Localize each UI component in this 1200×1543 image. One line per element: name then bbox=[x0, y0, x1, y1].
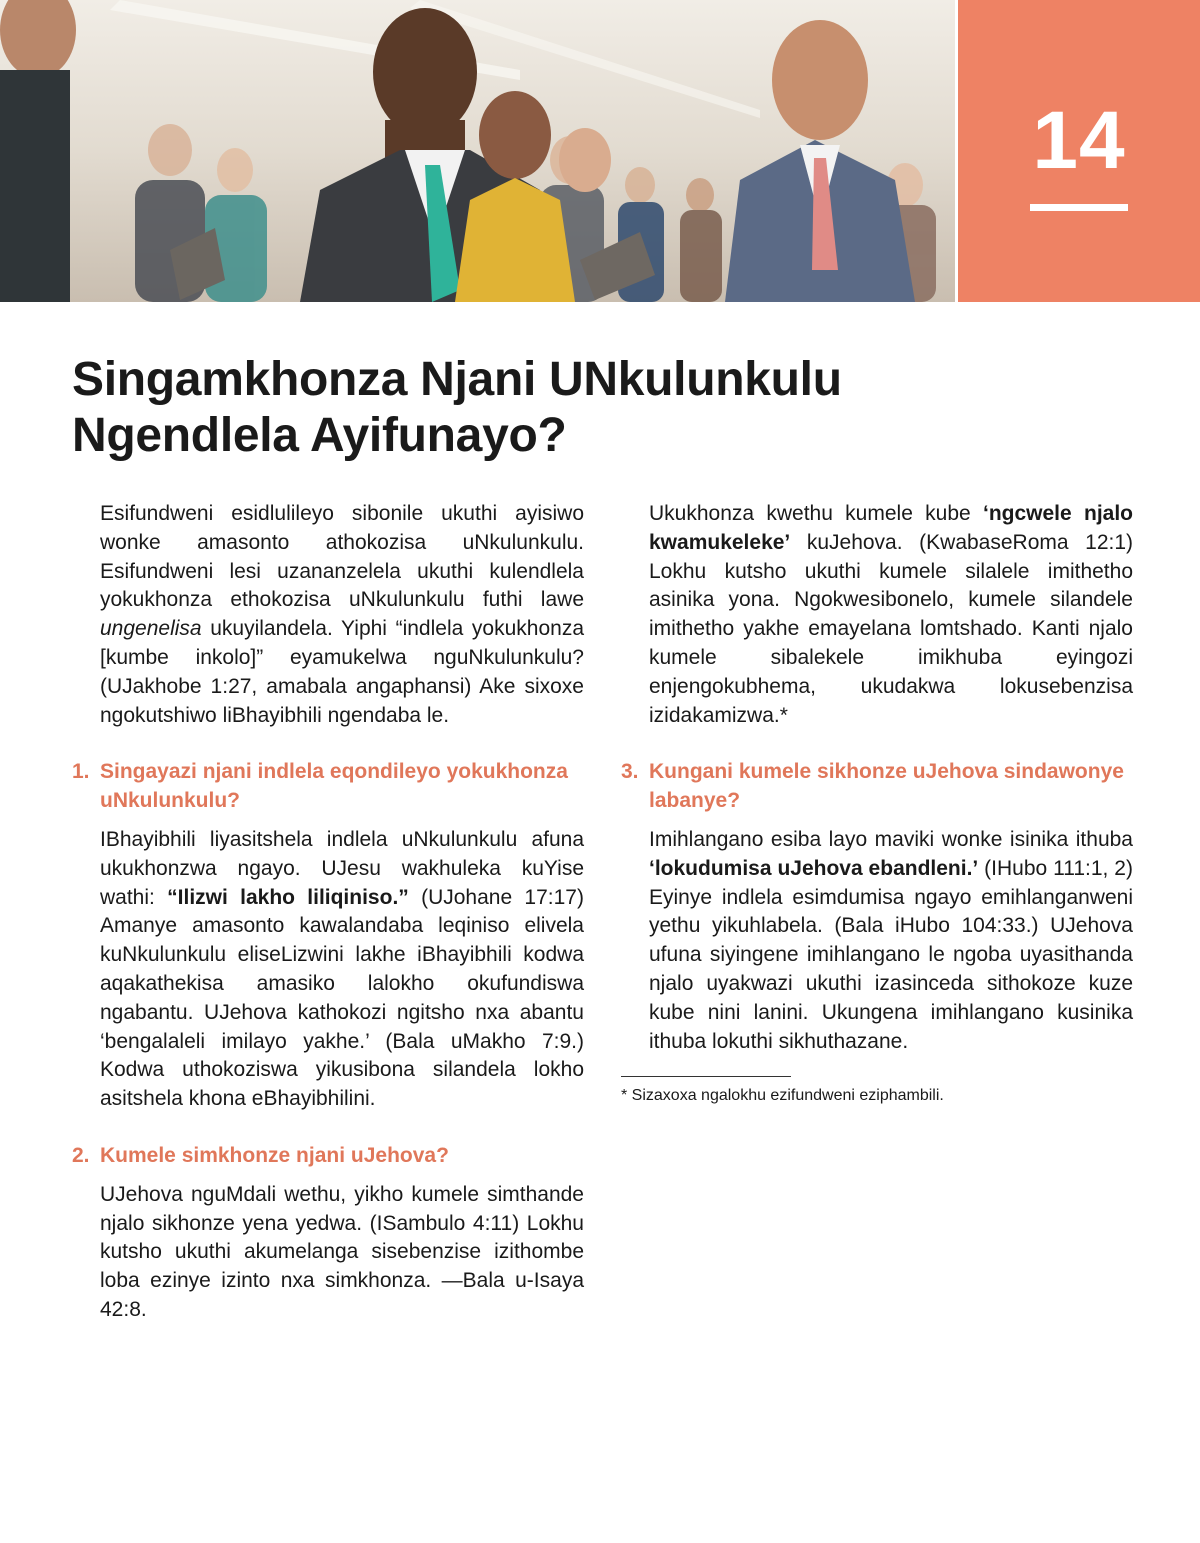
answer-1-paragraph bbox=[72, 826, 584, 1114]
badge-underline bbox=[1030, 204, 1128, 211]
answer-3-paragraph bbox=[621, 826, 1133, 1056]
answer-2-paragraph: UJehova nguMdali wethu, yikho kumele simthande njalo sikhonze yena yedwa. (ISambulo 4:11) Lokhu kutsho ukuthi akumelanga sisebenzise izithombe loba ezinye izinto nxa simkhonza. —Bala u-Isaya 42:8. bbox=[100, 1182, 584, 1321]
answer-2c-text-1: Ukukhonza kwethu kumele kube bbox=[649, 502, 983, 525]
intro-emphasis: ungenelisa bbox=[100, 617, 202, 641]
page-title bbox=[72, 352, 1122, 464]
question-3-number: 3. bbox=[621, 760, 639, 784]
lesson-number-badge bbox=[958, 0, 1200, 302]
answer-3-quote: ‘lokudumisa uJehova ebandleni.’ bbox=[649, 856, 979, 880]
lesson-number: 14 bbox=[1032, 95, 1126, 186]
answer-2c-quote: ‘ngcwele njalo kwamukeleke’ bbox=[649, 502, 1133, 554]
congregation-singing-photo bbox=[0, 0, 955, 302]
question-2-text: Kumele simkhonze njani uJehova? bbox=[100, 1143, 449, 1167]
question-2-heading bbox=[72, 1142, 584, 1171]
answer-3-text-2: (IHubo 111:1, 2) Eyinye indlela esimdumisa ngayo emihlanganweni yethu yikuhlabela. (Bala iHubo 104:33.) UJehova ufuna siyingene imihlangano le ngoba uyasithanda njalo uyakwazi ukuthi izasinceda sithokoze kuze kube nini lanini. Ukungena imihlangano kusinika ithuba lokuthi sikhuthazane. bbox=[649, 856, 1133, 1053]
answer-2-continued bbox=[621, 500, 1133, 730]
question-3-heading bbox=[621, 758, 1133, 816]
question-3-text: Kungani kumele sikhonze uJehova sindawonye labanye? bbox=[649, 760, 1124, 813]
right-column bbox=[621, 500, 1133, 1107]
answer-1-text-2: (UJohane 17:17) Amanye amasonto kawalandaba leqiniso elivela kuNkulunkulu eliseLizwini lakhe iBhayibhili kodwa aqakathekisa amasiko lalokho okufundiswa ngabantu. UJehova kathokozi ngitsho nxa abantu ‘bengalaleli imilayo yakhe.’ (Bala uMakho 7:9.) Kodwa uthokoziswa yikusibona silandela lokho asitshela khona eBhayibhilini. bbox=[100, 885, 584, 1111]
hero-photo bbox=[0, 0, 955, 302]
footnote: * Sizaxoxa ngalokhu ezifundweni eziphambili. bbox=[621, 1087, 944, 1105]
question-1-heading bbox=[72, 758, 584, 816]
answer-1-text-1: IBhayibhili liyasitshela indlela uNkulunkulu afuna ukukhonzwa ngayo. UJesu wakhuleka kuYise wathi: bbox=[100, 827, 584, 909]
answer-1-quote: “Ilizwi lakho liliqiniso.” bbox=[167, 885, 409, 909]
intro-paragraph bbox=[72, 500, 584, 730]
title-line-2: Ngendlela Ayifunayo? bbox=[72, 409, 567, 462]
answer-2c-text-2: kuJehova. (KwabaseRoma 12:1) Lokhu kutsho ukuthi kumele silalele imithetho asinika yona. Ngokwesibonelo, kumele silandele imithetho yakhe emayelana lomtshado. Kanti njalo kumele sibalekele imikhuba eyingozi enjengokubhema, ukudakwa lokusebenzisa izidakamizwa.* bbox=[649, 530, 1133, 727]
question-1-number: 1. bbox=[72, 760, 90, 784]
title-line-1: Singamkhonza Njani UNkulunkulu bbox=[72, 353, 842, 406]
intro-text-2: ukuyilandela. Yiphi “indlela yokukhonza [kumbe inkolo]” eyamukelwa nguNkulunkulu? (UJakhobe 1:27, amabala angaphansi) Ake sixoxe ngokutshiwo liBhayibhili ngendaba le. bbox=[100, 617, 584, 727]
intro-text-1: Esifundweni esidlulileyo sibonile ukuthi ayisiwo wonke amasonto athokozisa uNkulunkulu. Esifundweni lesi uzananzelela ukuthi kulendlela yokukhonza ethokozisa uNkulunkulu futhi lawe bbox=[100, 502, 584, 612]
left-column bbox=[72, 500, 584, 1325]
footnote-divider bbox=[621, 1076, 791, 1077]
answer-3-text-1: Imihlangano esiba layo maviki wonke isinika ithuba bbox=[649, 827, 1133, 851]
question-1-text: Singayazi njani indlela eqondileyo yokukhonza uNkulunkulu? bbox=[100, 760, 568, 813]
question-2-number: 2. bbox=[72, 1143, 90, 1167]
